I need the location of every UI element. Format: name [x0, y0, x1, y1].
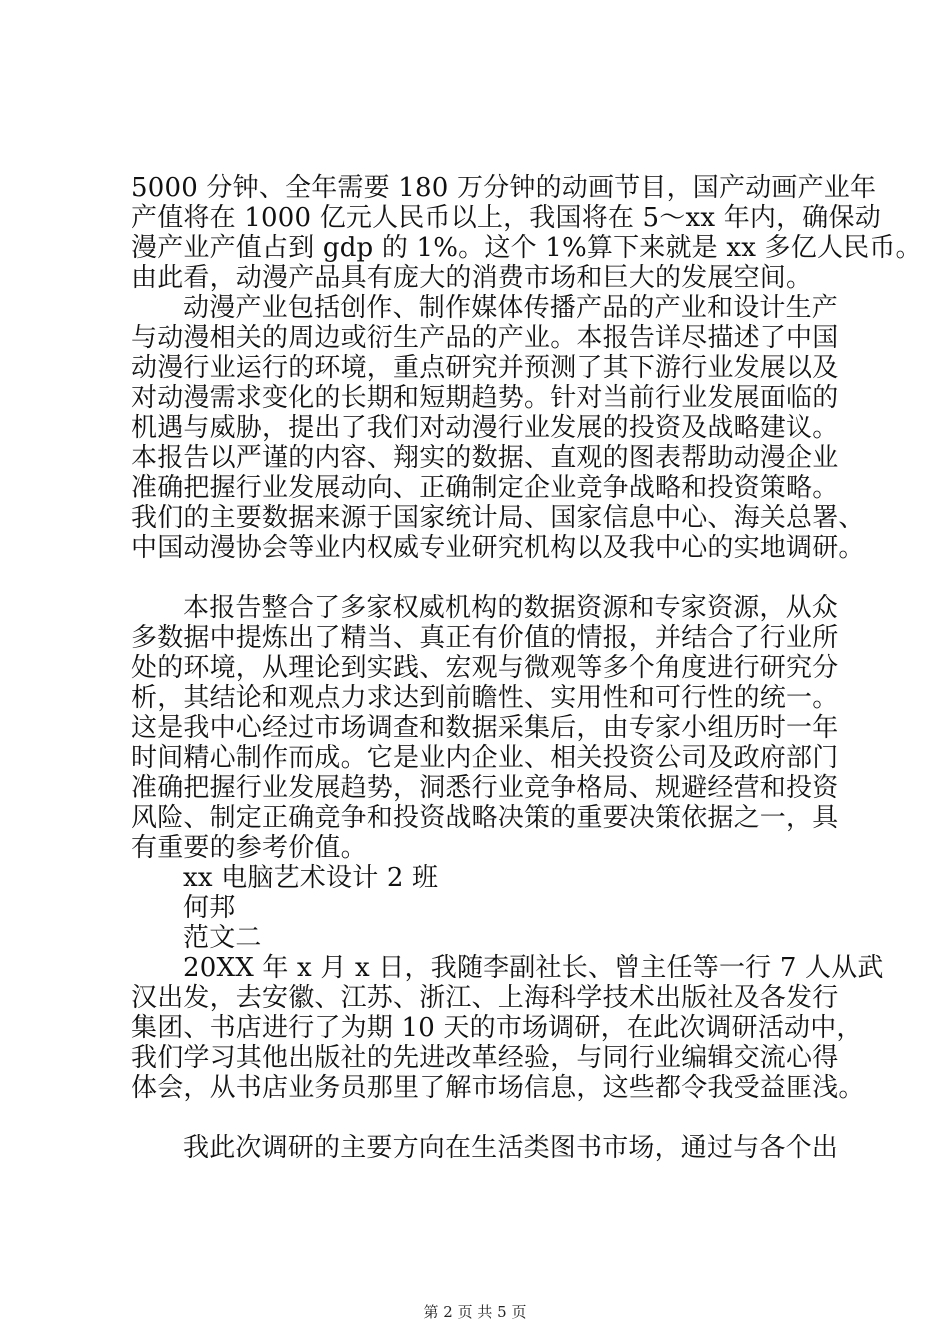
paragraph	[131, 953, 884, 1103]
text-line: 动漫产业包括创作、制作媒体传播产品的产业和设计生产	[183, 293, 839, 323]
text-line: 体会，从书店业务员那里了解市场信息，这些都令我受益匪浅。	[131, 1073, 865, 1103]
paragraph-gap	[131, 1103, 831, 1133]
text-line: 5000 分钟、全年需要 180 万分钟的动画节目，国产动画产业年	[131, 173, 877, 203]
text-line: 准确把握行业发展趋势，洞悉行业竞争格局、规避经营和投资	[131, 773, 839, 803]
text-line: 汉出发，去安徽、江苏、浙江、上海科学技术出版社及各发行	[131, 983, 839, 1013]
text-line: 与动漫相关的周边或衍生产品的产业。本报告详尽描述了中国	[131, 323, 839, 353]
document-body	[131, 173, 922, 1163]
text-line: 时间精心制作而成。它是业内企业、相关投资公司及政府部门	[131, 743, 839, 773]
text-line: 风险、制定正确竞争和投资战略决策的重要决策依据之一，具	[131, 803, 839, 833]
text-line: 有重要的参考价值。	[131, 833, 367, 863]
text-line: 我们学习其他出版社的先进改革经验，与同行业编辑交流心得	[131, 1043, 839, 1073]
text-line: 处的环境，从理论到实践、宏观与微观等多个角度进行研究分	[131, 653, 839, 683]
paragraph	[131, 173, 922, 293]
text-line: 集团、书店进行了为期 10 天的市场调研，在此次调研活动中，	[131, 1013, 863, 1043]
text-line: 20XX 年 x 月 x 日，我随李副社长、曾主任等一行 7 人从武	[183, 953, 884, 983]
text-line: 机遇与威胁，提出了我们对动漫行业发展的投资及战略建议。	[131, 413, 839, 443]
text-line: 多数据中提炼出了精当、真正有价值的情报，并结合了行业所	[131, 623, 839, 653]
text-line: 这是我中心经过市场调查和数据采集后，由专家小组历时一年	[131, 713, 839, 743]
text-line: 对动漫需求变化的长期和短期趋势。针对当前行业发展面临的	[131, 383, 839, 413]
text-line: 何邦	[183, 893, 236, 923]
text-line: 产值将在 1000 亿元人民币以上，我国将在 5～xx 年内，确保动	[131, 203, 881, 233]
paragraph	[131, 893, 831, 923]
page-footer: 第 2 页 共 5 页	[423, 1303, 527, 1321]
paragraph	[131, 923, 831, 953]
text-line: 漫产业产值占到 gdp 的 1%。这个 1%算下来就是 xx 多亿人民币。	[131, 233, 922, 263]
text-line: 我此次调研的主要方向在生活类图书市场，通过与各个出	[183, 1133, 839, 1163]
paragraph	[131, 1133, 839, 1163]
text-line: 范文二	[183, 923, 262, 953]
text-line: 我们的主要数据来源于国家统计局、国家信息中心、海关总署、	[131, 503, 865, 533]
text-line: 本报告整合了多家权威机构的数据资源和专家资源，从众	[183, 593, 839, 623]
paragraph	[131, 593, 839, 863]
text-line: 中国动漫协会等业内权威专业研究机构以及我中心的实地调研。	[131, 533, 865, 563]
text-line: xx 电脑艺术设计 2 班	[183, 863, 439, 893]
paragraph	[131, 863, 831, 893]
text-line: 由此看，动漫产品具有庞大的消费市场和巨大的发展空间。	[131, 263, 813, 293]
paragraph	[131, 293, 865, 563]
text-line: 本报告以严谨的内容、翔实的数据、直观的图表帮助动漫企业	[131, 443, 839, 473]
text-line: 析，其结论和观点力求达到前瞻性、实用性和可行性的统一。	[131, 683, 839, 713]
text-line: 准确把握行业发展动向、正确制定企业竞争战略和投资策略。	[131, 473, 839, 503]
paragraph-gap	[131, 563, 831, 593]
text-line: 动漫行业运行的环境，重点研究并预测了其下游行业发展以及	[131, 353, 839, 383]
